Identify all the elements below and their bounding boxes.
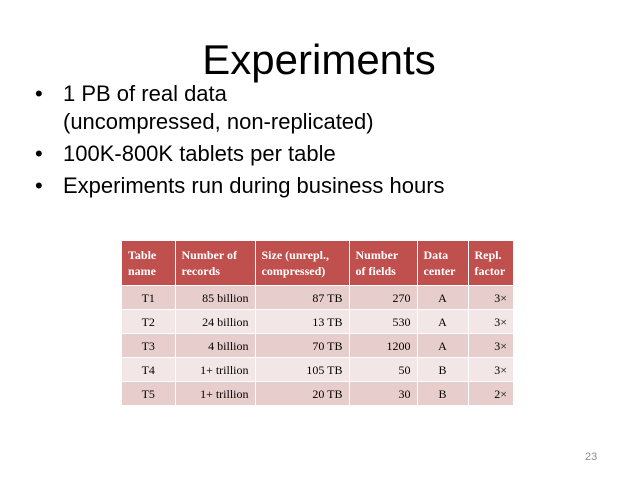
table-cell: 70 TB bbox=[255, 334, 349, 358]
bullet-item bbox=[35, 140, 625, 168]
bullet-text: 1 PB of real data bbox=[63, 81, 227, 106]
table-cell: T3 bbox=[122, 334, 175, 358]
table-header-row bbox=[122, 241, 513, 286]
table-cell: A bbox=[417, 310, 468, 334]
table-cell: 85 billion bbox=[175, 286, 255, 310]
table-cell: A bbox=[417, 286, 468, 310]
bullet-item bbox=[35, 172, 625, 200]
table-cell: T2 bbox=[122, 310, 175, 334]
table-cell: 3× bbox=[468, 286, 513, 310]
table-cell: B bbox=[417, 382, 468, 406]
table-cell: 13 TB bbox=[255, 310, 349, 334]
table-cell: T5 bbox=[122, 382, 175, 406]
table-cell: 1+ trillion bbox=[175, 358, 255, 382]
header-cell: Table name bbox=[122, 241, 175, 286]
table-row bbox=[122, 334, 513, 358]
table-cell: 3× bbox=[468, 334, 513, 358]
table-row bbox=[122, 382, 513, 406]
table-row bbox=[122, 310, 513, 334]
header-cell: Size (unrepl., compressed) bbox=[255, 241, 349, 286]
bullet-dot-icon: • bbox=[35, 81, 43, 106]
table-cell: 4 billion bbox=[175, 334, 255, 358]
table-row bbox=[122, 358, 513, 382]
table-cell: 3× bbox=[468, 310, 513, 334]
header-cell: Number of records bbox=[175, 241, 255, 286]
table-cell: T1 bbox=[122, 286, 175, 310]
page-number: 23 bbox=[585, 451, 598, 463]
bullet-list bbox=[35, 80, 625, 204]
table-cell: 3× bbox=[468, 358, 513, 382]
header-cell: Data center bbox=[417, 241, 468, 286]
table-cell: 105 TB bbox=[255, 358, 349, 382]
table-cell: 270 bbox=[349, 286, 417, 310]
table-cell: A bbox=[417, 334, 468, 358]
table-cell: 30 bbox=[349, 382, 417, 406]
bullet-dot-icon: • bbox=[35, 173, 43, 198]
header-cell: Number of fields bbox=[349, 241, 417, 286]
bullet-text: 100K-800K tablets per table bbox=[63, 141, 336, 166]
bullet-text: Experiments run during business hours bbox=[63, 173, 445, 198]
experiments-table bbox=[122, 241, 513, 405]
header-cell: Repl. factor bbox=[468, 241, 513, 286]
table-cell: B bbox=[417, 358, 468, 382]
table-cell: 24 billion bbox=[175, 310, 255, 334]
bullet-text-continuation: (uncompressed, non-replicated) bbox=[63, 109, 374, 134]
table-cell: 1+ trillion bbox=[175, 382, 255, 406]
table-cell: 2× bbox=[468, 382, 513, 406]
table-cell: 530 bbox=[349, 310, 417, 334]
bullet-item bbox=[35, 80, 625, 136]
table-cell: 20 TB bbox=[255, 382, 349, 406]
slide-title: Experiments bbox=[202, 36, 436, 83]
table-cell: T4 bbox=[122, 358, 175, 382]
table-cell: 50 bbox=[349, 358, 417, 382]
table-row bbox=[122, 286, 513, 310]
table-cell: 1200 bbox=[349, 334, 417, 358]
table-cell: 87 TB bbox=[255, 286, 349, 310]
bullet-dot-icon: • bbox=[35, 141, 43, 166]
